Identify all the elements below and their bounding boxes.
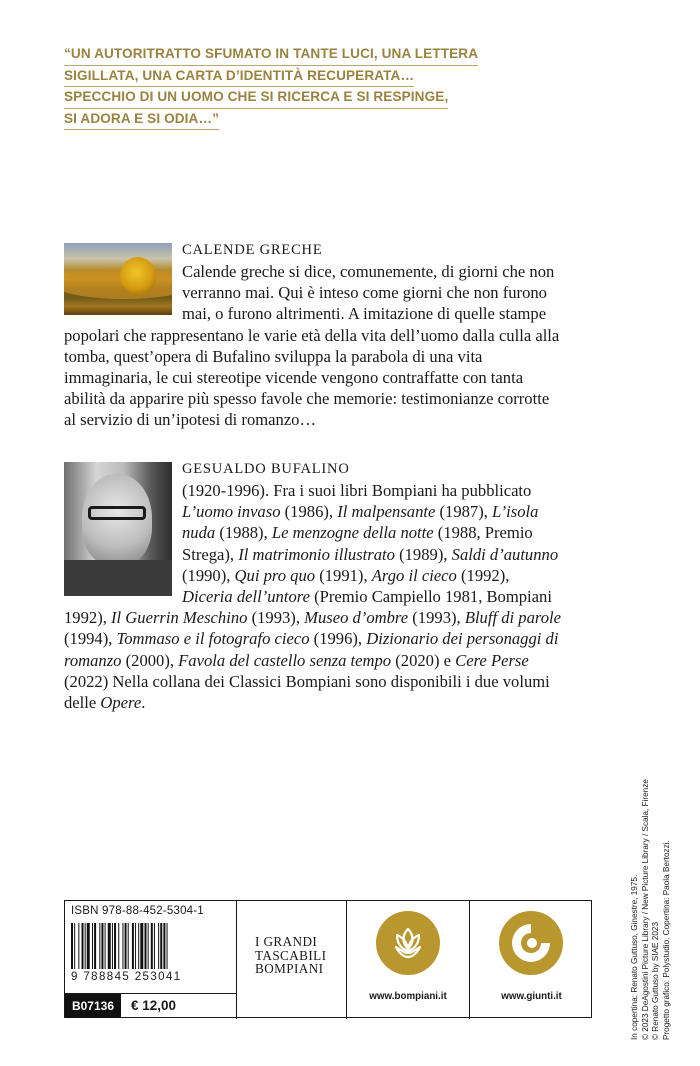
book-description: Calende greche si dice, comunemente, di giorni che non verranno mai. Qui è inteso come giorni che non furono mai, o furono altrimenti. A imitazione di quelle stampe popolari che rappresentano le varie età della vita dell’uomo dalla culla alla tomba, quest’opera di Bufalino sviluppa la parabola di una vita immaginaria, le cui stereotipe vicende vengono contraffatte con tanta abilità da apparire più spesso favole che memorie: testimonianze corrotte al servizio di un’ipotesi di romanzo…: [64, 262, 560, 430]
barcode-stripe: [105, 923, 106, 969]
series-line: I GRANDI: [255, 934, 318, 949]
price: € 12,00: [131, 998, 177, 1013]
barcode-stripe: [148, 923, 149, 969]
barcode-stripe: [78, 923, 79, 969]
bio-text: (2020) e: [391, 650, 456, 670]
quote-line: “UN AUTORITRATTO SFUMATO IN TANTE LUCI, UNA LETTERA: [64, 44, 478, 66]
bio-text: (1987),: [435, 502, 493, 522]
cover-painting-thumbnail: [64, 243, 172, 315]
back-cover-footer: [64, 900, 592, 1018]
barcode-box: [65, 901, 237, 1019]
bio-text: (Premio Campiello 1981, Bompiani 1992),: [64, 587, 552, 628]
book-title-italic: Il Guerrin Meschino: [111, 608, 248, 628]
quote-line: SPECCHIO DI UN UOMO CHE SI RICERCA E SI RESPINGE,: [64, 87, 448, 109]
barcode-stripe: [99, 923, 100, 969]
series-label-box: [237, 901, 347, 1019]
bompiani-url: www.bompiani.it: [369, 991, 447, 1002]
barcode-stripe: [163, 923, 165, 969]
credit-line: © 2023 DeAgostini Picture Library / New Picture Library / Scala, Firenze: [640, 779, 650, 1040]
book-title-italic: Museo d’ombre: [304, 608, 409, 628]
barcode-stripe: [118, 923, 119, 969]
barcode-stripe: [85, 923, 86, 969]
book-title-italic: Il malpensante: [337, 502, 436, 522]
author-bio-block: [64, 458, 564, 713]
barcode-stripe: [112, 923, 113, 969]
barcode-stripe: [138, 923, 139, 969]
book-description-block: [64, 239, 564, 431]
barcode-stripe: [101, 923, 103, 969]
book-title-italic: Tommaso e il fotografo cieco: [116, 629, 310, 649]
bio-text: (2022) Nella collana dei Classici Bompiani sono disponibili i due volumi delle: [64, 671, 550, 713]
book-title-italic: Cere Perse: [455, 650, 529, 670]
barcode-stripe: [140, 923, 143, 969]
book-title-italic: Il matrimonio illustrato: [238, 544, 395, 564]
bio-text: (1992),: [456, 565, 510, 585]
bio-text: (1993),: [247, 608, 305, 628]
bio-text: (1993),: [408, 608, 465, 628]
bio-text: (1994),: [64, 629, 117, 649]
barcode-stripe: [74, 923, 75, 969]
barcode-stripe: [71, 923, 73, 969]
bio-text: (1988, Premio Strega),: [182, 523, 533, 564]
giunti-url: www.giunti.it: [501, 991, 562, 1002]
barcode-stripe: [128, 923, 129, 969]
cover-quote: [64, 44, 524, 130]
book-title-italic: Opere: [100, 693, 142, 713]
bio-text: (1989),: [394, 544, 452, 564]
book-title-italic: Le menzogne della notte: [271, 523, 434, 543]
cover-credits: [630, 779, 672, 1040]
barcode-stripe: [167, 923, 168, 969]
barcode-icon: [71, 923, 231, 969]
bio-text: (1991),: [315, 565, 372, 585]
barcode-stripe: [145, 923, 147, 969]
isbn-label: ISBN 978-88-452-5304-1: [71, 905, 204, 917]
bio-text: (1988),: [215, 523, 272, 543]
bio-text: (1986),: [280, 502, 338, 522]
bio-text: (1920-1996). Fra i suoi libri Bompiani ha pubblicato: [182, 481, 532, 500]
credit-line: © Renato Guttuso by SIAE 2023: [651, 922, 660, 1040]
product-code: B07136: [65, 994, 121, 1018]
quote-line: SIGILLATA, UNA CARTA D’IDENTITÀ RECUPERATA…: [64, 66, 414, 88]
barcode-stripe: [125, 923, 127, 969]
book-title-italic: Favola del castello senza tempo: [178, 650, 392, 670]
publisher-bompiani: [347, 901, 470, 1019]
barcode-stripe: [92, 923, 93, 969]
barcode-stripe: [154, 923, 155, 969]
author-name: GESUALDO BUFALINO: [182, 461, 350, 477]
book-title-italic: Qui pro quo: [234, 565, 316, 585]
barcode-digits: 9 788845 253041: [71, 971, 182, 983]
book-title-italic: Saldi d’autunno: [451, 544, 559, 564]
bio-text: (1996),: [309, 629, 367, 649]
barcode-stripe: [122, 923, 123, 969]
barcode-stripe: [135, 923, 136, 969]
bio-text: (2000),: [121, 650, 179, 670]
barcode-stripe: [114, 923, 116, 969]
book-title-italic: L’uomo invaso: [182, 502, 281, 522]
barcode-stripe: [151, 923, 153, 969]
series-line: BOMPIANI: [255, 961, 324, 976]
author-photo: [64, 462, 172, 596]
barcode-stripe: [160, 923, 162, 969]
giunti-spiral-logo-icon: [499, 911, 563, 975]
credit-line: Progetto grafico: Polystudio. Copertina: Paola Bertozzi.: [661, 840, 671, 1040]
credit-line: In copertina: Renato Guttuso, Ginestre, 1975.: [630, 874, 639, 1040]
book-title-italic: L’isola nuda: [182, 502, 539, 543]
publisher-giunti: [470, 901, 593, 1019]
barcode-stripe: [132, 923, 134, 969]
barcode-stripe: [94, 923, 96, 969]
book-title: CALENDE GRECHE: [182, 242, 323, 258]
bompiani-flower-logo-icon: [376, 911, 440, 975]
barcode-stripe: [158, 923, 159, 969]
quote-line: SI ADORA E SI ODIA…”: [64, 109, 219, 131]
barcode-stripe: [87, 923, 90, 969]
book-title-italic: Argo il cieco: [371, 565, 457, 585]
series-line: TASCABILI: [255, 947, 327, 963]
barcode-stripe: [82, 923, 84, 969]
book-title-italic: Dizionario dei personaggi di romanzo: [64, 629, 559, 670]
book-title-italic: Diceria dell’untore: [182, 587, 310, 607]
barcode-stripe: [108, 923, 111, 969]
book-title-italic: Bluff di parole: [464, 608, 561, 628]
bio-text: .: [141, 693, 146, 713]
bio-text: (1990),: [182, 565, 235, 585]
